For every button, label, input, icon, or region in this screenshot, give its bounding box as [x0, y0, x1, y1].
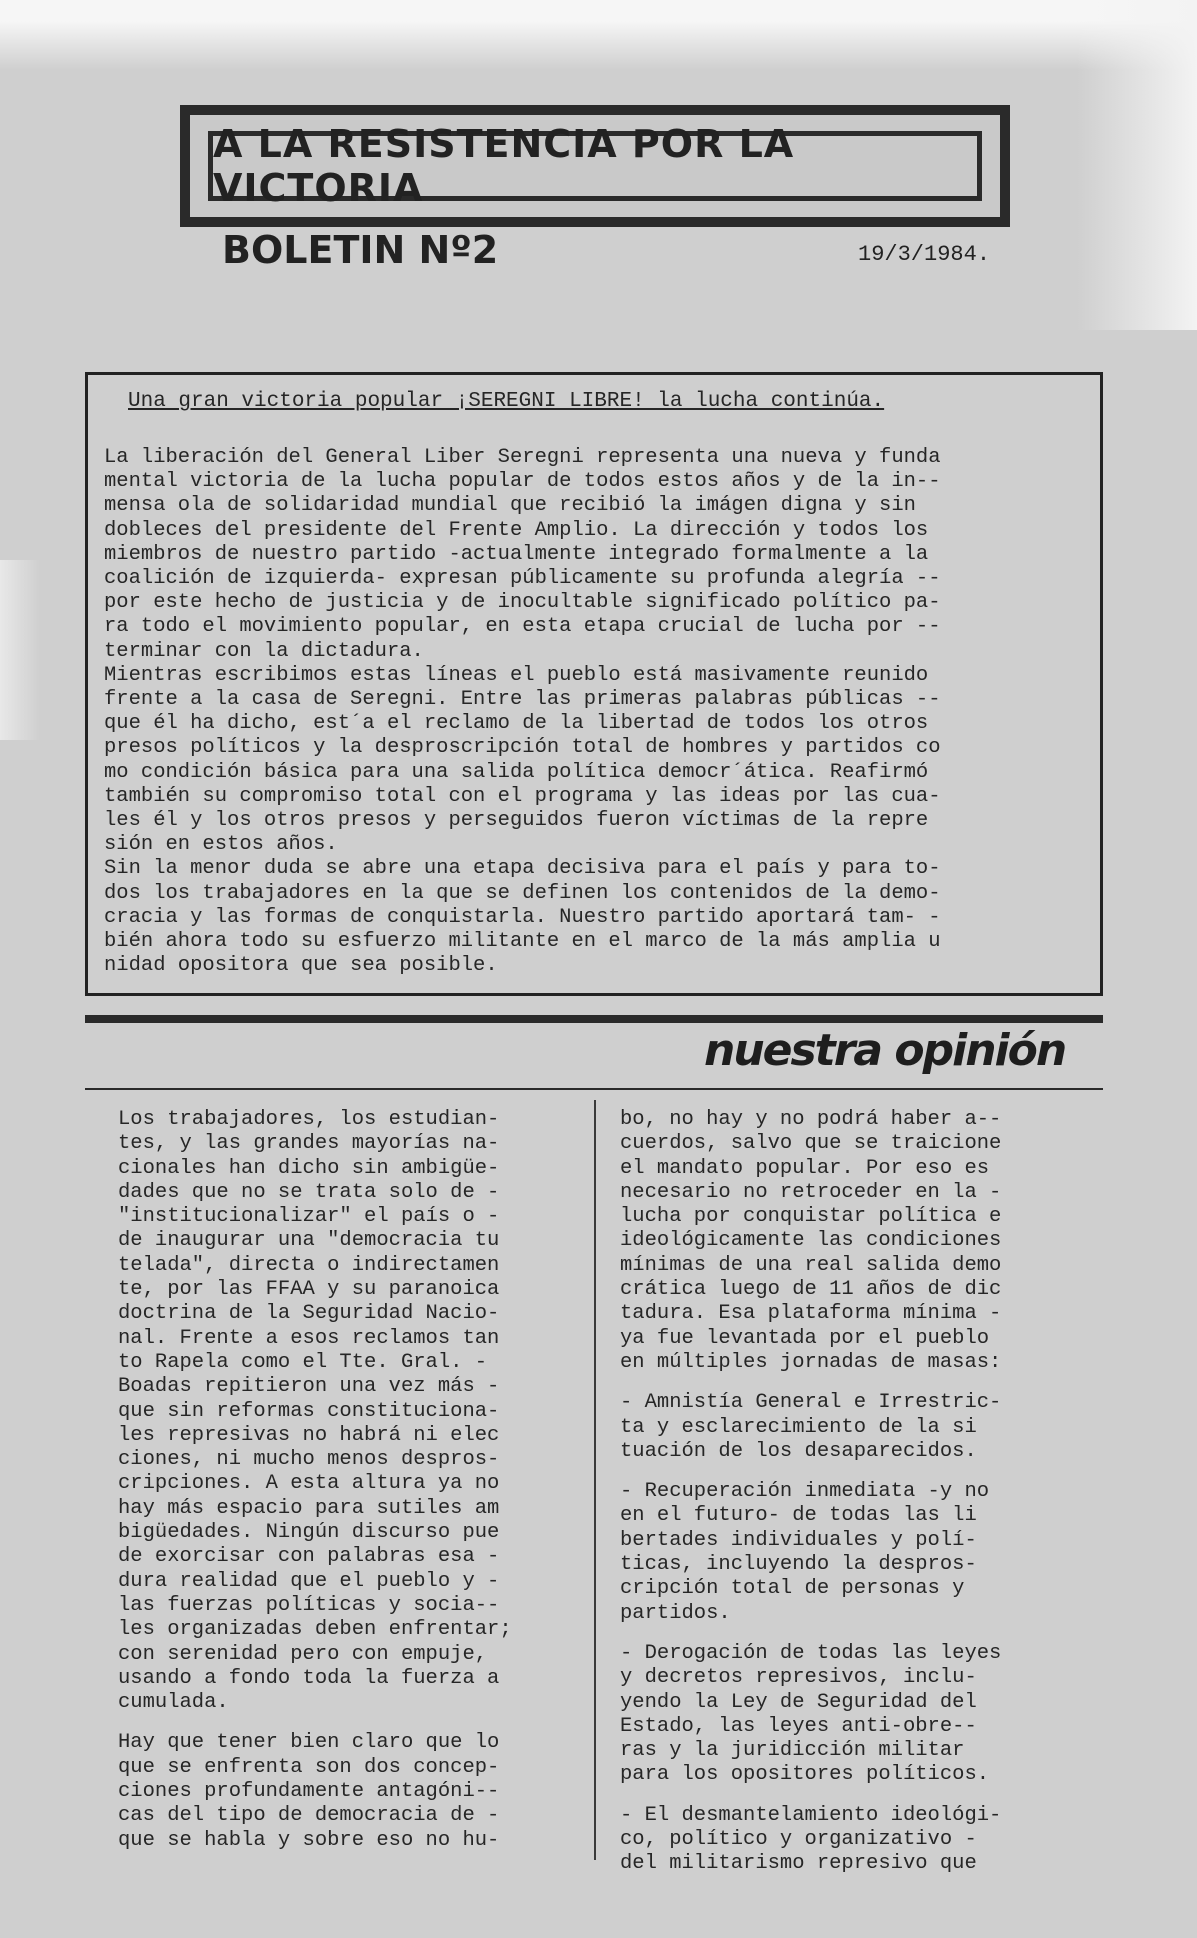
text-line: mental victoria de la lucha popular de todos estos años y de la in-- [104, 470, 941, 494]
text-line: tadura. Esa plataforma mínima - [620, 1302, 1002, 1326]
boxed-article-heading: Una gran victoria popular ¡SEREGNI LIBRE! la lucha continúa. [128, 390, 885, 413]
text-line: Boadas repitieron una vez más - [118, 1375, 500, 1399]
bulletin-date: 19/3/1984. [858, 242, 991, 267]
list-item-line: - Derogación de todas las leyes [620, 1641, 1002, 1665]
text-line: que se enfrenta son dos concep- [118, 1755, 500, 1779]
list-item-line: para los opositores políticos. [620, 1763, 990, 1787]
text-line: Hay que tener bien claro que lo [118, 1731, 500, 1755]
list-item-line: - El desmantelamiento ideológi- [620, 1803, 1002, 1827]
list-item-line: en el futuro- de todas las li [620, 1504, 977, 1528]
text-line: frente a la casa de Seregni. Entre las primeras palabras públicas -- [104, 688, 941, 712]
list-item-line: tuación de los desaparecidos. [620, 1439, 977, 1463]
text-line: les organizadas deben enfrentar; [118, 1618, 512, 1642]
text-line: les represivas no habrá ni elec [118, 1423, 500, 1447]
text-line: doctrina de la Seguridad Nacio- [118, 1302, 500, 1326]
torn-edge [0, 0, 1197, 70]
text-line: to Rapela como el Tte. Gral. - [118, 1350, 488, 1374]
text-line: telada", directa o indirectamen [118, 1253, 500, 1277]
text-line: ciones profundamente antagóni-- [118, 1780, 500, 1804]
text-line: dos los trabajadores en la que se definen los contenidos de la demo- [104, 881, 941, 905]
text-line: Los trabajadores, los estudian- [118, 1108, 500, 1131]
text-line: de inaugurar una "democracia tu [118, 1229, 500, 1253]
list-item-line: bertades individuales y polí- [620, 1528, 977, 1552]
text-line: también su compromiso total con el programa y las ideas por las cua- [104, 784, 941, 808]
bulletin-number: BOLETIN Nº2 [222, 228, 499, 272]
text-line: de exorcisar con palabras esa - [118, 1545, 500, 1569]
text-line: dobleces del presidente del Frente Amplio. La dirección y todos los [104, 518, 929, 542]
text-line: que se habla y sobre eso no hu- [118, 1828, 500, 1852]
text-line: bo, no hay y no podrá haber a-- [620, 1108, 1002, 1131]
list-item-line: yendo la Ley de Seguridad del [620, 1690, 977, 1714]
text-line: mínimas de una real salida demo [620, 1253, 1002, 1277]
text-line: dura realidad que el pueblo y - [118, 1569, 500, 1593]
banner-title: A LA RESISTENCIA POR LA VICTORIA [213, 122, 795, 210]
text-line: Mientras escribimos estas líneas el pueblo está masivamente reunido [104, 663, 929, 687]
paper-stain [0, 560, 40, 740]
header-banner [180, 105, 1010, 227]
list-item-line: Estado, las leyes anti-obre-- [620, 1714, 977, 1738]
text-line: cripciones. A esta altura ya no [118, 1472, 500, 1496]
text-line: cuerdos, salvo que se traicione [620, 1132, 1002, 1156]
text-line: nidad opositora que sea posible. [104, 954, 498, 978]
text-line: les él y los otros presos y perseguidos fueron víctimas de la repre [104, 809, 929, 833]
text-line: tes, y las grandes mayorías na- [118, 1132, 500, 1156]
paragraph-gap [620, 1375, 1001, 1391]
list-item-line: co, político y organizativo - [620, 1828, 977, 1852]
right-column [620, 1108, 1001, 1877]
torn-corner [1077, 0, 1197, 330]
text-line: cumulada. [118, 1691, 229, 1715]
paragraph-gap [620, 1626, 1001, 1642]
list-item-line: del militarismo represivo que [620, 1852, 977, 1876]
section-rule [85, 1015, 1103, 1023]
text-line: presos políticos y la desproscripción total de hombres y partidos co [104, 736, 941, 760]
list-item-line: cripción total de personas y [620, 1577, 965, 1601]
text-line: Sin la menor duda se abre una etapa decisiva para el país y para to- [104, 857, 941, 881]
text-line: mensa ola de solidaridad mundial que recibió la imágen digna y sin [104, 494, 916, 518]
text-line: ya fue levantada por el pueblo [620, 1326, 990, 1350]
text-line: bién ahora todo su esfuerzo militante en el marco de la más amplia u [104, 930, 941, 954]
text-line: bigüedades. Ningún discurso pue [118, 1521, 500, 1545]
text-line: La liberación del General Liber Seregni representa una nueva y funda [104, 446, 941, 469]
text-line: te, por las FFAA y su paranoica [118, 1278, 500, 1302]
list-item-line: - Recuperación inmediata -y no [620, 1480, 990, 1504]
text-line: usando a fondo toda la fuerza a [118, 1666, 500, 1690]
paragraph-gap [118, 1715, 512, 1731]
header-banner-inner [208, 122, 982, 210]
section-underline [85, 1088, 1103, 1090]
list-item-line: y decretos represivos, inclu- [620, 1666, 977, 1690]
list-item-line: ticas, incluyendo la despros- [620, 1553, 977, 1577]
text-line: que él ha dicho, est´a el reclamo de la libertad de todos los otros [104, 712, 929, 736]
text-line: cas del tipo de democracia de - [118, 1804, 500, 1828]
list-item-line: partidos. [620, 1601, 731, 1625]
paragraph-gap [620, 1788, 1001, 1804]
boxed-article-body [104, 446, 1084, 978]
text-line: miembros de nuestro partido -actualmente integrado formalmente a la [104, 542, 929, 566]
text-line: con serenidad pero con empuje, [118, 1642, 488, 1666]
left-column [118, 1108, 512, 1853]
text-line: ciones, ni mucho menos despros- [118, 1448, 500, 1472]
text-line: el mandato popular. Por eso es [620, 1156, 990, 1180]
text-line: en múltiples jornadas de masas: [620, 1350, 1002, 1374]
text-line: que sin reformas constituciona- [118, 1399, 500, 1423]
section-title: nuestra opinión [704, 1025, 1066, 1076]
text-line: sión en estos años. [104, 833, 338, 857]
text-line: las fuerzas políticas y socia-- [118, 1593, 500, 1617]
text-line: lucha por conquistar política e [620, 1205, 1002, 1229]
text-line: mo condición básica para una salida política democr´ática. Reafirmó [104, 760, 929, 784]
text-line: coalición de izquierda- expresan públicamente su profunda alegría -- [104, 567, 941, 591]
text-line: necesario no retroceder en la - [620, 1180, 1002, 1204]
text-line: hay más espacio para sutiles am [118, 1496, 500, 1520]
text-line: crática luego de 11 años de dic [620, 1278, 1002, 1302]
column-divider [594, 1100, 596, 1860]
text-line: cionales han dicho sin ambigüe- [118, 1156, 500, 1180]
text-line: terminar con la dictadura. [104, 639, 424, 663]
paragraph-gap [620, 1464, 1001, 1480]
list-item-line: ras y la juridicción militar [620, 1739, 965, 1763]
text-line: por este hecho de justicia y de inocultable significado político pa- [104, 591, 941, 615]
list-item-line: ta y esclarecimiento de la si [620, 1415, 977, 1439]
text-line: cracia y las formas de conquistarla. Nuestro partido aportará tam- - [104, 905, 941, 929]
text-line: ideológicamente las condiciones [620, 1229, 1002, 1253]
text-line: ra todo el movimiento popular, en esta etapa crucial de lucha por -- [104, 615, 941, 639]
list-item-line: - Amnistía General e Irrestric- [620, 1391, 1002, 1415]
text-line: dades que no se trata solo de - [118, 1180, 500, 1204]
text-line: nal. Frente a esos reclamos tan [118, 1326, 500, 1350]
text-line: "institucionalizar" el país o - [118, 1205, 500, 1229]
